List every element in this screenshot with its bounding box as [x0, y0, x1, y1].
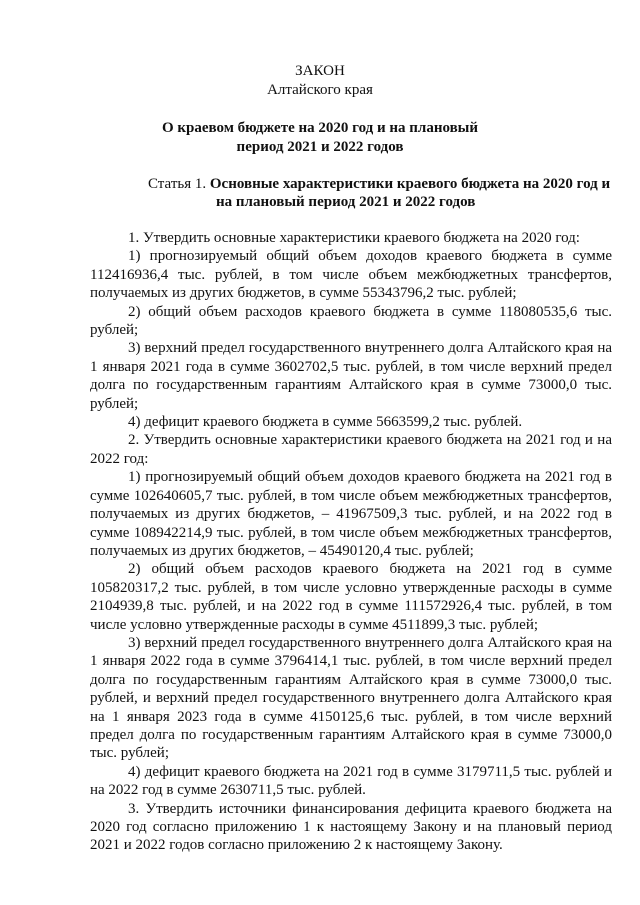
paragraph: 1) прогнозируемый общий объем доходов краевого бюджета в сумме 112416936,4 тыс. рублей, в том числе объем межбюджетных трансфертов, получаемых из других бюджетов, в сумме 55343796,2 тыс. рублей;: [90, 248, 612, 302]
article-label: Статья 1.: [148, 176, 207, 192]
paragraph: 3. Утвердить источники финансирования дефицита краевого бюджета на 2020 год согласно приложению 1 к настоящему Закону и на плановый период 2021 и 2022 годов согласно приложению 2 к настоящему Закону.: [90, 800, 612, 854]
article-body: [90, 229, 612, 855]
region-heading: Алтайского края: [267, 82, 373, 98]
paragraph: 1. Утвердить основные характеристики краевого бюджета на 2020 год:: [128, 230, 580, 246]
article-title-line-1: Основные характеристики краевого бюджета на 2020 год и: [209, 176, 611, 192]
law-title-line-1: О краевом бюджете на 2020 год и на плановый: [161, 120, 479, 136]
paragraph: 2) общий объем расходов краевого бюджета на 2021 год в сумме 105820317,2 тыс. рублей, в том числе условно утвержденные расходы в сумме 2104939,8 тыс. рублей, и на 2022 год в сумме 111572926,4 тыс. рублей, в том числе условно утвержденные расходы в сумме 4511899,3 тыс. рублей;: [90, 561, 612, 633]
paragraph: 2. Утвердить основные характеристики краевого бюджета на 2021 год и на 2022 год:: [90, 432, 612, 467]
doc-type-heading: ЗАКОН: [295, 63, 345, 79]
paragraph: 3) верхний предел государственного внутреннего долга Алтайского края на 1 января 2021 года в сумме 3602702,5 тыс. рублей, в том числе верхний предел долга по государственным гарантиям Алтайского края в сумме 73000,0 тыс. рублей;: [90, 340, 612, 412]
article-heading: [148, 175, 618, 212]
paragraph: 2) общий объем расходов краевого бюджета в сумме 118080535,6 тыс. рублей;: [90, 303, 612, 339]
paragraph: 3) верхний предел государственного внутреннего долга Алтайского края на 1 января 2022 года в сумме 3796414,1 тыс. рублей, в том числе верхний предел долга по государственным гарантиям Алтайского края в сумме 73000,0 тыс. рублей, и верхний предел государственного внутреннего долга Алтайского края на 1 января 2023 года в сумме 4150125,6 тыс. рублей, в том числе верхний предел долга по государственным гарантиям Алтайского края в сумме 73000,0 тыс. рублей;: [90, 634, 612, 762]
article-title-line-2: на плановый период 2021 и 2022 годов: [216, 194, 476, 211]
paragraph: 4) дефицит краевого бюджета на 2021 год в сумме 3179711,5 тыс. рублей и на 2022 год в сумме 2630711,5 тыс. рублей.: [90, 763, 612, 799]
paragraph: 1) прогнозируемый общий объем доходов краевого бюджета на 2021 год в сумме 102640605,7 тыс. рублей, в том числе объем межбюджетных трансфертов, получаемых из других бюджетов, – 41967509,3 тыс. рублей, и на 2022 год в сумме 108942214,9 тыс. рублей, в том числе объем межбюджетных трансфертов, получаемых из других бюджетов, – 45490120,4 тыс. рублей;: [90, 469, 612, 559]
law-title-line-2: период 2021 и 2022 годов: [236, 139, 404, 155]
paragraph: 4) дефицит краевого бюджета в сумме 5663599,2 тыс. рублей.: [128, 414, 523, 431]
